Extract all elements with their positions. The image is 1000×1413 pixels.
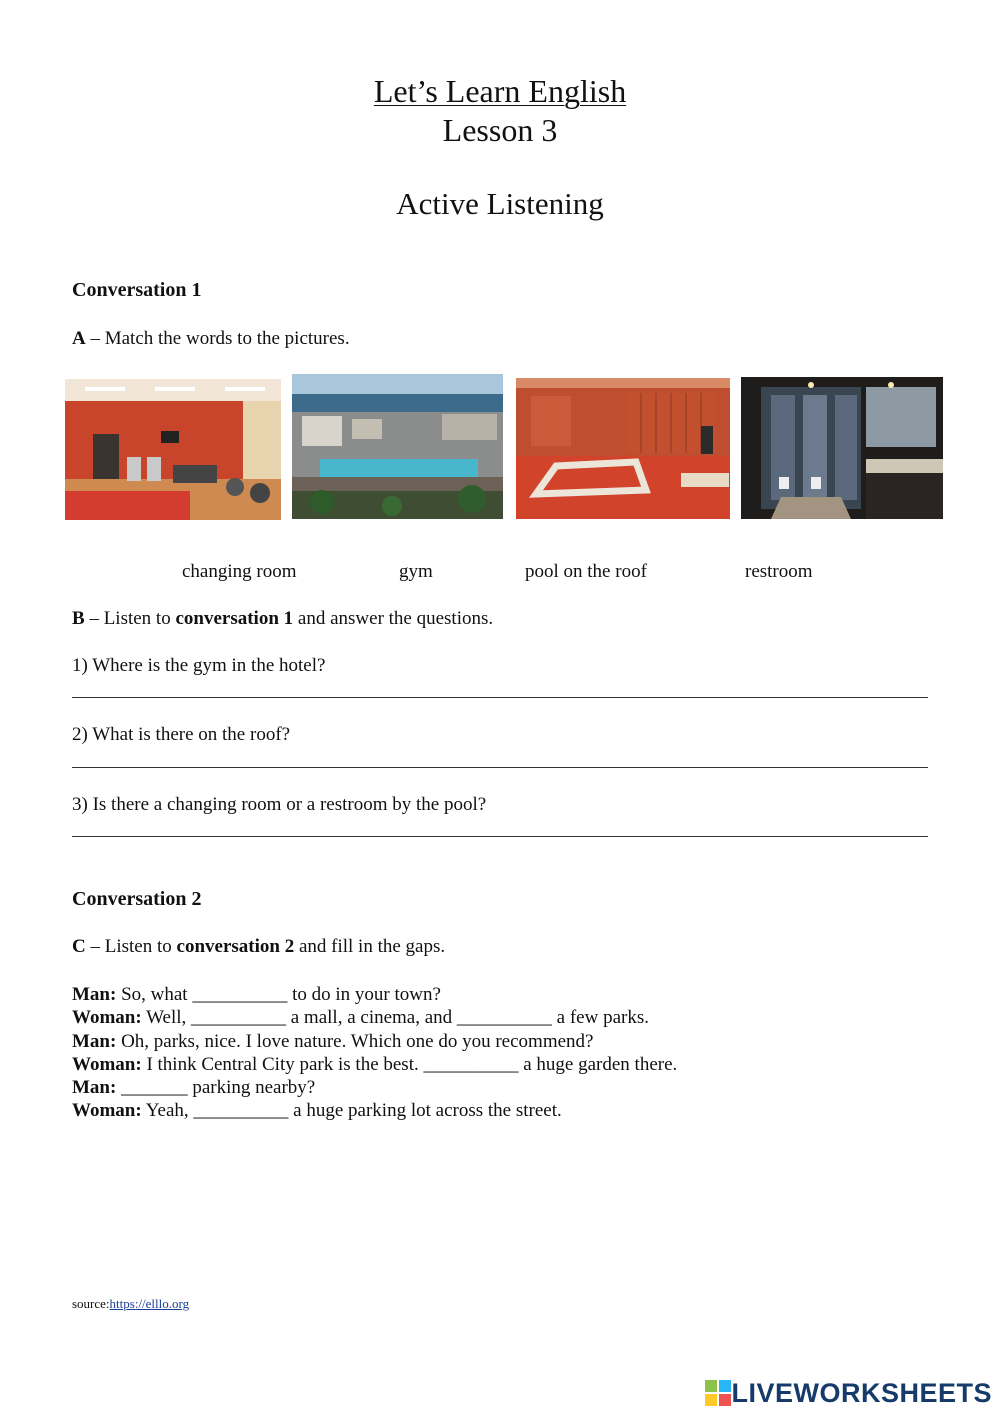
gym-photo [65, 379, 281, 520]
source-credit: source:https://elllo.org [72, 1296, 190, 1311]
rooftop-pool-photo [292, 374, 503, 519]
dialogue-line: Man: Oh, parks, nice. I love nature. Which one do you recommend? [72, 1030, 594, 1052]
question-2: 2) What is there on the roof? [72, 724, 291, 745]
word-restroom[interactable]: restroom [745, 561, 813, 582]
answer-line-2[interactable] [72, 767, 928, 768]
dialogue-line: Woman: Well, __________ a mall, a cinema, and __________ a few parks. [72, 1007, 649, 1029]
conversation-1-heading: Conversation 1 [72, 279, 202, 301]
worksheet-subtitle: Active Listening [396, 186, 604, 221]
restroom-photo [741, 377, 943, 519]
answer-line-1[interactable] [72, 697, 928, 698]
task-a-instruction: A – Match the words to the pictures. [72, 328, 350, 349]
question-3: 3) Is there a changing room or a restroom by the pool? [72, 794, 487, 815]
word-pool-on-the-roof[interactable]: pool on the roof [525, 561, 647, 582]
word-gym[interactable]: gym [399, 561, 433, 582]
task-c-instruction: C – Listen to conversation 2 and fill in the gaps. [72, 936, 446, 957]
dialogue-line: Woman: I think Central City park is the best. __________ a huge garden there. [72, 1053, 678, 1075]
dialogue-line: Woman: Yeah, __________ a huge parking lot across the street. [72, 1100, 562, 1122]
word-changing-room[interactable]: changing room [182, 561, 297, 582]
changing-room-photo [516, 378, 730, 519]
conversation-2-heading: Conversation 2 [72, 888, 202, 910]
brand-name: LIVEWORKSHEETS [731, 1377, 992, 1408]
dialogue-line: Man: _______ parking nearby? [72, 1077, 316, 1099]
worksheet-title: Let’s Learn English [373, 73, 627, 109]
task-b-instruction: B – Listen to conversation 1 and answer the questions. [72, 608, 494, 629]
source-link[interactable]: https://elllo.org [109, 1296, 190, 1311]
lesson-number: Lesson 3 [442, 112, 558, 148]
liveworksheets-logo-icon [705, 1380, 731, 1406]
dialogue-line: Man: So, what __________ to do in your town? [72, 984, 441, 1005]
dialogue [72, 983, 677, 1123]
answer-line-3[interactable] [72, 836, 928, 837]
question-1: 1) Where is the gym in the hotel? [72, 655, 326, 676]
liveworksheets-brand[interactable] [705, 1376, 992, 1410]
